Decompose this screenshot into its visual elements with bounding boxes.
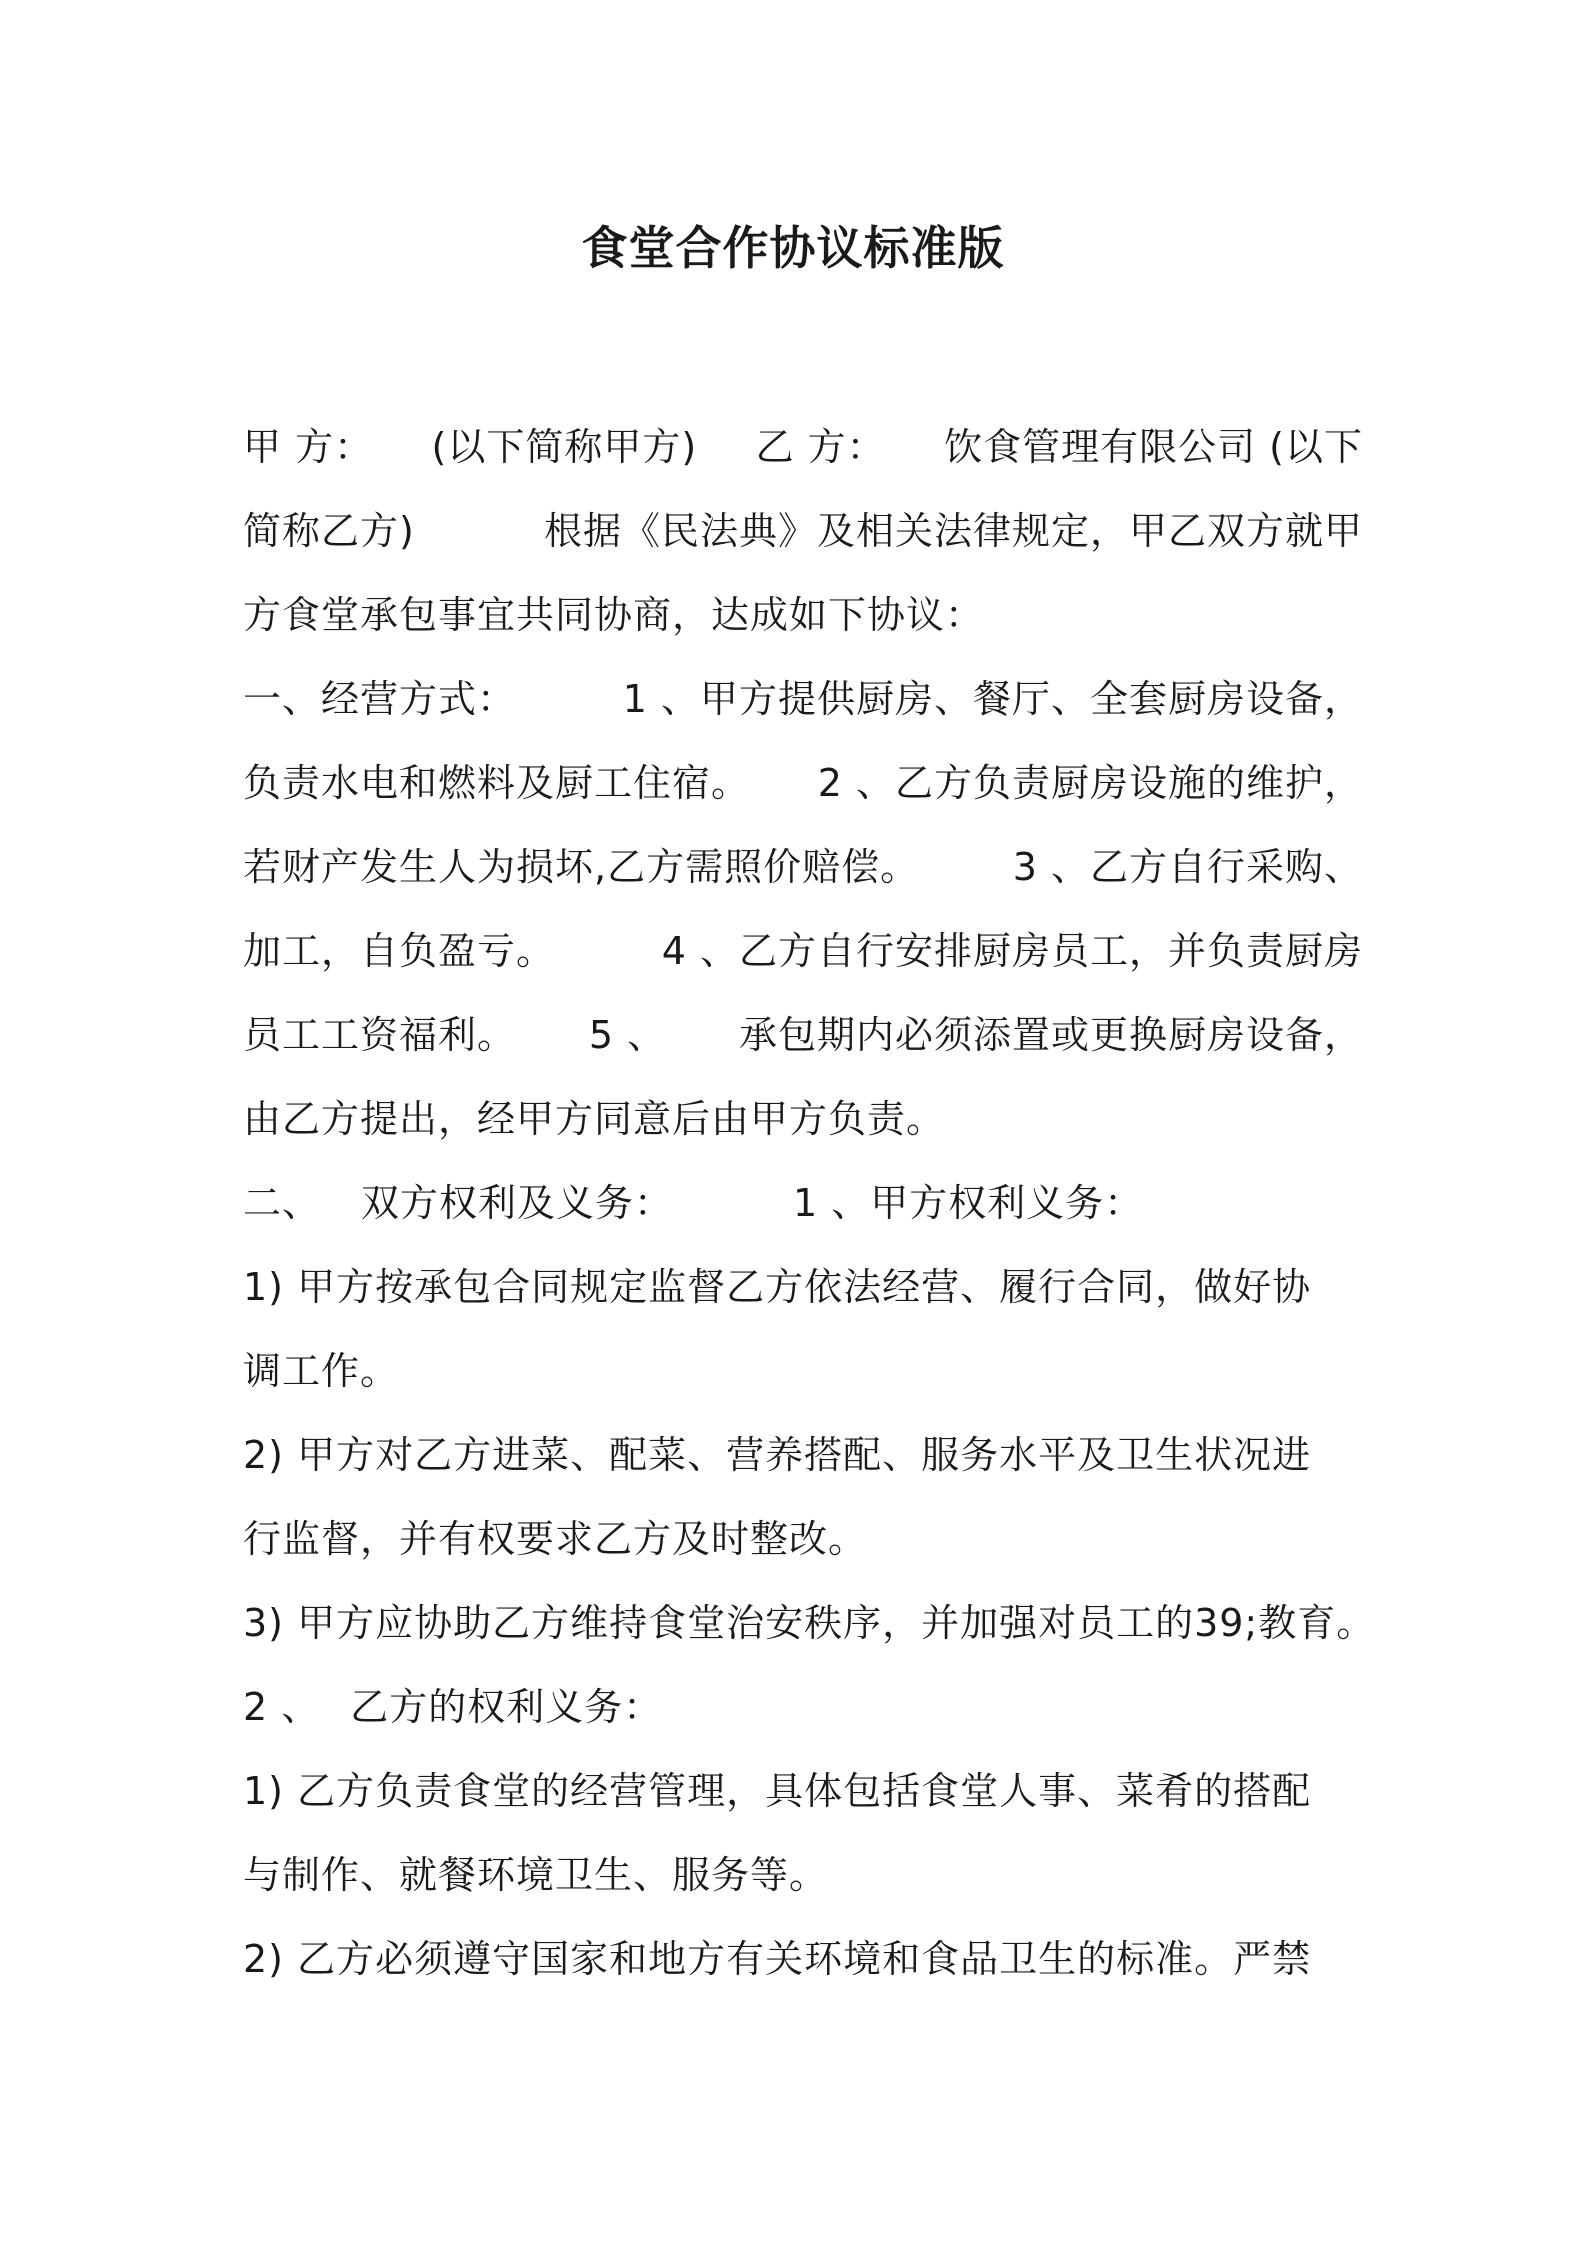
- body-text-segment: 饮食管理有限公司 (以下: [944, 425, 1363, 469]
- body-line: [243, 1161, 1363, 1245]
- body-text-segment: 行监督，并有权要求乙方及时整改。: [243, 1517, 868, 1561]
- body-text-segment: 2) 乙方必须遵守国家和地方有关环境和食品卫生的标准。严禁: [243, 1937, 1312, 1981]
- body-line: [243, 1581, 1376, 1665]
- body-line: [243, 1245, 1363, 1329]
- body-line: [243, 1077, 1363, 1161]
- body-line: [243, 1329, 1363, 1413]
- body-text-segment: 加工，自负盈亏。: [243, 929, 556, 973]
- body-text-segment: 2 、: [243, 1685, 321, 1729]
- body-text-segment: 根据《民法典》及相关法律规定，甲乙双方就甲: [543, 509, 1363, 553]
- body-text-segment: 4 、乙方自行安排厨房员工，并负责厨房: [661, 929, 1363, 973]
- body-line: [243, 1833, 1363, 1917]
- body-text-segment: 负责水电和燃料及厨工住宿。: [243, 761, 751, 805]
- body-line: [243, 657, 1363, 741]
- body-line: [243, 405, 1363, 489]
- body-text-segment: 二、: [243, 1181, 322, 1225]
- body-line: [243, 1749, 1363, 1833]
- body-text-segment: 1) 乙方负责食堂的经营管理，具体包括食堂人事、菜肴的搭配: [243, 1769, 1312, 1813]
- body-text-segment: 乙 方：: [755, 425, 886, 469]
- body-text-segment: 3 、乙方自行采购、: [1012, 845, 1363, 889]
- body-line: [243, 741, 1363, 825]
- body-text-segment: 1 、甲方权利义务：: [793, 1181, 1144, 1225]
- body-text-segment: 简称乙方): [243, 509, 415, 553]
- body-line: [243, 993, 1363, 1077]
- body-text-segment: 1 、甲方提供厨房、餐厅、全套厨房设备，: [622, 677, 1363, 721]
- body-line: [243, 1917, 1363, 2001]
- body-line: [243, 489, 1363, 573]
- body-text-segment: 双方权利及义务：: [361, 1181, 674, 1225]
- document-title: 食堂合作协议标准版: [581, 221, 1005, 275]
- body-text-segment: 5 、: [588, 1013, 667, 1057]
- body-text-segment: 若财产发生人为损坏,乙方需照价赔偿。: [243, 845, 920, 889]
- body-text-segment: 2 、乙方负责厨房设施的维护，: [817, 761, 1363, 805]
- body-text-segment: 员工工资福利。: [243, 1013, 517, 1057]
- body-text-segment: 甲 方：: [243, 425, 374, 469]
- body-line: [243, 909, 1363, 993]
- body-line: [243, 1413, 1363, 1497]
- body-text-segment: 调工作。: [243, 1349, 400, 1393]
- body-text-segment: (以下简称甲方): [431, 425, 698, 469]
- body-text-segment: 与制作、就餐环境卫生、服务等。: [243, 1853, 829, 1897]
- body-line: [243, 1665, 1363, 1749]
- document-body: [243, 405, 1376, 2001]
- body-text-segment: 3) 甲方应协助乙方维持食堂治安秩序，并加强对员工的39;教育。: [243, 1601, 1376, 1645]
- body-text-segment: 承包期内必须添置或更换厨房设备，: [738, 1013, 1363, 1057]
- body-line: [243, 1497, 1363, 1581]
- body-text-segment: 1) 甲方按承包合同规定监督乙方依法经营、履行合同，做好协: [243, 1265, 1312, 1309]
- body-text-segment: 乙方的权利义务：: [350, 1685, 663, 1729]
- body-line: [243, 573, 1363, 657]
- body-text-segment: 2) 甲方对乙方进菜、配菜、营养搭配、服务水平及卫生状况进: [243, 1433, 1312, 1477]
- body-text-segment: 一、经营方式：: [243, 677, 517, 721]
- body-text-segment: 方食堂承包事宜共同协商，达成如下协议：: [243, 593, 985, 637]
- body-text-segment: 由乙方提出，经甲方同意后由甲方负责。: [243, 1097, 946, 1141]
- body-line: [243, 825, 1363, 909]
